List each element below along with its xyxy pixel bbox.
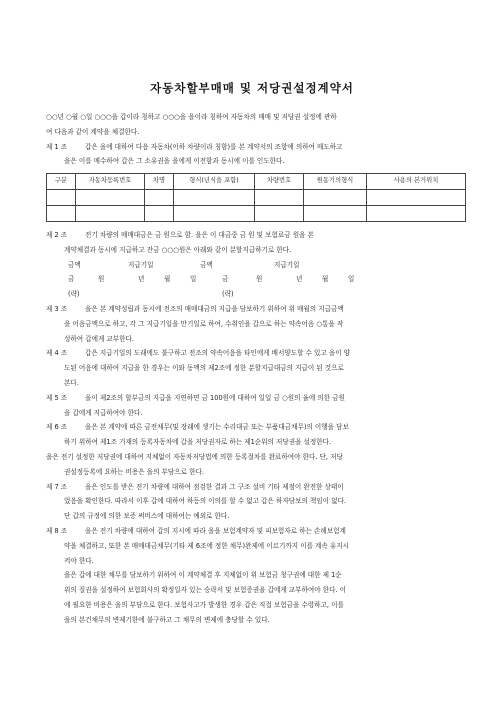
schedule-unit: 월 xyxy=(322,275,329,284)
schedule-abbr: (략) xyxy=(68,290,80,299)
payment-schedule-units xyxy=(46,272,466,287)
table-cell xyxy=(304,205,367,221)
article-label: 제 4 조 xyxy=(46,349,68,358)
article-text: 었음을 확인한다. 따라서 이후 갑에 대하여 하등의 이의를 할 수 없고 갑은 하자담보의 책임이 없다. xyxy=(64,497,346,506)
schedule-head: 지급기일 xyxy=(128,260,154,269)
schedule-head: 지급기일 xyxy=(274,260,300,269)
table-header: 사용의 본거위치 xyxy=(367,174,466,190)
table-cell xyxy=(174,189,255,205)
article-text: 약을 체결하고, 또한 본 매매대금채무(기타 제 6조에 정한 채무)완제에 이르기까지 이를 계속 유지시 xyxy=(64,541,349,550)
table-row xyxy=(47,205,466,221)
article-text: 단 갑의 규정에 의한 보증 써비스에 대하여는 예외로 한다. xyxy=(64,512,230,521)
article-text: 을은 갑에 대한 채무를 담보하기 위하여 이 계약체결 후 지체없이 위 보험금 청구권에 대한 제 1순 xyxy=(64,571,342,580)
article-5 xyxy=(46,391,466,406)
table-cell xyxy=(367,189,466,205)
article-text: 을은 인도를 받은 전기 차량에 대하여 점검한 결과 그 구조 설비 기타 제점이 완전한 상태이 xyxy=(85,482,344,491)
payment-schedule-abbr xyxy=(46,287,466,302)
article-text: 갑은 을에 대하여 다음 자동차(이하 차량이라 칭함)를 본 계약서의 조항에 의하여 매도하고 xyxy=(85,142,343,151)
table-cell xyxy=(255,205,304,221)
schedule-unit: 원 xyxy=(98,275,105,284)
article-4 xyxy=(46,346,466,361)
table-cell xyxy=(304,189,367,205)
article-text: 을은 전기 차량에 대하여 갑의 지시에 따라 을을 보험계약자 및 피보험자로 하는 손해보험계 xyxy=(85,526,346,535)
schedule-abbr: (략) xyxy=(222,290,234,299)
article-text: 도된 어음에 대하여 지급을 한 경우는 이와 동액의 제2조에 정한 분할지급대금의 지급이 된 것으로 xyxy=(64,364,344,373)
article-text: 본다. xyxy=(64,378,79,387)
table-cell xyxy=(76,189,145,205)
table-row xyxy=(47,189,466,205)
article-text: 하기 위하여 제1조 기재의 등록자동차에 갑을 저당권자로 하는 제1순위의 저당권을 설정한다. xyxy=(64,438,332,447)
article-label: 제 8 조 xyxy=(46,526,68,535)
payment-schedule-heads xyxy=(46,258,466,273)
article-text: 을 어음금액으로 하고, 각 그 지급기일을 만기일로 하여, 수취인을 갑으로 하는 약속어음 ○통을 작 xyxy=(64,319,344,328)
article-text: 을의 본건채무의 변제기한에 불구하고 그 채무의 변제에 충당할 수 있다. xyxy=(64,615,270,624)
table-cell xyxy=(174,205,255,221)
table-header-row xyxy=(47,174,466,190)
article-2 xyxy=(46,228,466,243)
schedule-unit: 금 xyxy=(222,275,229,284)
article-text: 에 필요한 비용은 을의 부담으로 한다. 보험사고가 발생한 경우 갑은 직접 보험금을 수령하고, 이를 xyxy=(64,600,344,609)
schedule-unit: 년 xyxy=(296,275,303,284)
table-header: 원동기의형식 xyxy=(304,174,367,190)
article-text: 을이 제2조의 할부금의 지급을 지연하면 금 100원에 대하여 일일 금 ○원의 율에 의한 금원 xyxy=(85,393,345,402)
table-cell xyxy=(76,205,145,221)
article-label: 제 3 조 xyxy=(46,304,68,313)
document-title: 자동차할부매매 및 저당권설정계약서 xyxy=(150,81,354,95)
table-cell xyxy=(47,205,76,221)
article-label: 제 1 조 xyxy=(46,142,68,151)
schedule-head: 금액 xyxy=(200,260,213,269)
schedule-head: 금액 xyxy=(68,260,81,269)
document-body xyxy=(46,110,466,628)
article-7 xyxy=(46,480,466,495)
table-cell xyxy=(145,205,174,221)
schedule-unit: 년 xyxy=(138,275,145,284)
table-header: 형식(년식을 포함) xyxy=(174,174,255,190)
table-header: 차명 xyxy=(145,174,174,190)
article-8 xyxy=(46,524,466,539)
article-3 xyxy=(46,302,466,317)
schedule-unit: 일 xyxy=(190,275,197,284)
schedule-unit: 금 xyxy=(68,275,75,284)
article-text: 을은 본 계약에 따른 금전채무(및 장래에 생기는 수리대금 또는 부품대금채무)의 이행을 담보 xyxy=(85,423,349,432)
article-text: 을 갑에게 지급하여야 한다. xyxy=(64,408,143,417)
table-cell xyxy=(145,189,174,205)
table-header: 차량번호 xyxy=(255,174,304,190)
vehicle-table xyxy=(46,173,466,222)
article-text: 전기 차량의 매매대금은 금 원으로 함. 을은 이 대금중 금 원 및 보험료금 원을 본 xyxy=(85,230,314,239)
article-text: 을은 이를 매수하여 갑은 그 소유권을 을에게 이전함과 동시에 이를 인도한다. xyxy=(64,157,285,166)
table-header: 구분 xyxy=(47,174,76,190)
article-text: 위의 질권을 설정하여 보험회사의 확정일자 있는 승락서 및 보험증권을 갑에게 교부하여야 한다. 이 xyxy=(64,586,347,595)
intro-line: 여 다음과 같이 계약을 체결한다. xyxy=(46,127,140,136)
table-cell xyxy=(255,189,304,205)
schedule-unit: 일 xyxy=(348,275,355,284)
article-text: 을은 전기 설정한 저당권에 대하여 지체없이 자동차저당법에 의한 등록절차를 완료하여야 한다. 단, 저당 xyxy=(46,452,343,461)
intro-line: ○○년 ○월 ○일 ○○○을 갑이라 칭하고 ○○○을 을이라 칭하여 자동차의 매매 및 저당권 설정에 관하 xyxy=(46,113,337,121)
article-label: 제 2 조 xyxy=(46,230,68,239)
article-text: 켜야 한다. xyxy=(64,556,94,565)
article-text: 권설정등록에 요하는 비용은 을의 부담으로 한다. xyxy=(64,467,204,476)
article-label: 제 5 조 xyxy=(46,393,68,402)
schedule-unit: 월 xyxy=(164,275,171,284)
article-text: 성하여 갑에게 교부한다. xyxy=(64,334,134,343)
article-6 xyxy=(46,420,466,435)
article-text: 계약체결과 동시에 지급하고 잔금 ○○○원은 아래와 같이 분할지급하기로 한다. xyxy=(64,245,292,254)
article-1 xyxy=(46,140,466,155)
table-cell xyxy=(367,205,466,221)
table-header: 자동차등록번호 xyxy=(76,174,145,190)
table-cell xyxy=(47,189,76,205)
article-text: 을은 본 계약성립과 동시에 전조의 매매대금의 지급을 담보하기 위하여 위 매월의 지급금액 xyxy=(85,304,344,313)
schedule-unit: 원 xyxy=(256,275,263,284)
article-label: 제 7 조 xyxy=(46,482,68,491)
article-text: 갑은 지급기일의 도래에도 불구하고 전조의 약속어음을 타인에게 배서양도할 수 있고 을이 양 xyxy=(85,349,351,358)
article-label: 제 6 조 xyxy=(46,423,68,432)
